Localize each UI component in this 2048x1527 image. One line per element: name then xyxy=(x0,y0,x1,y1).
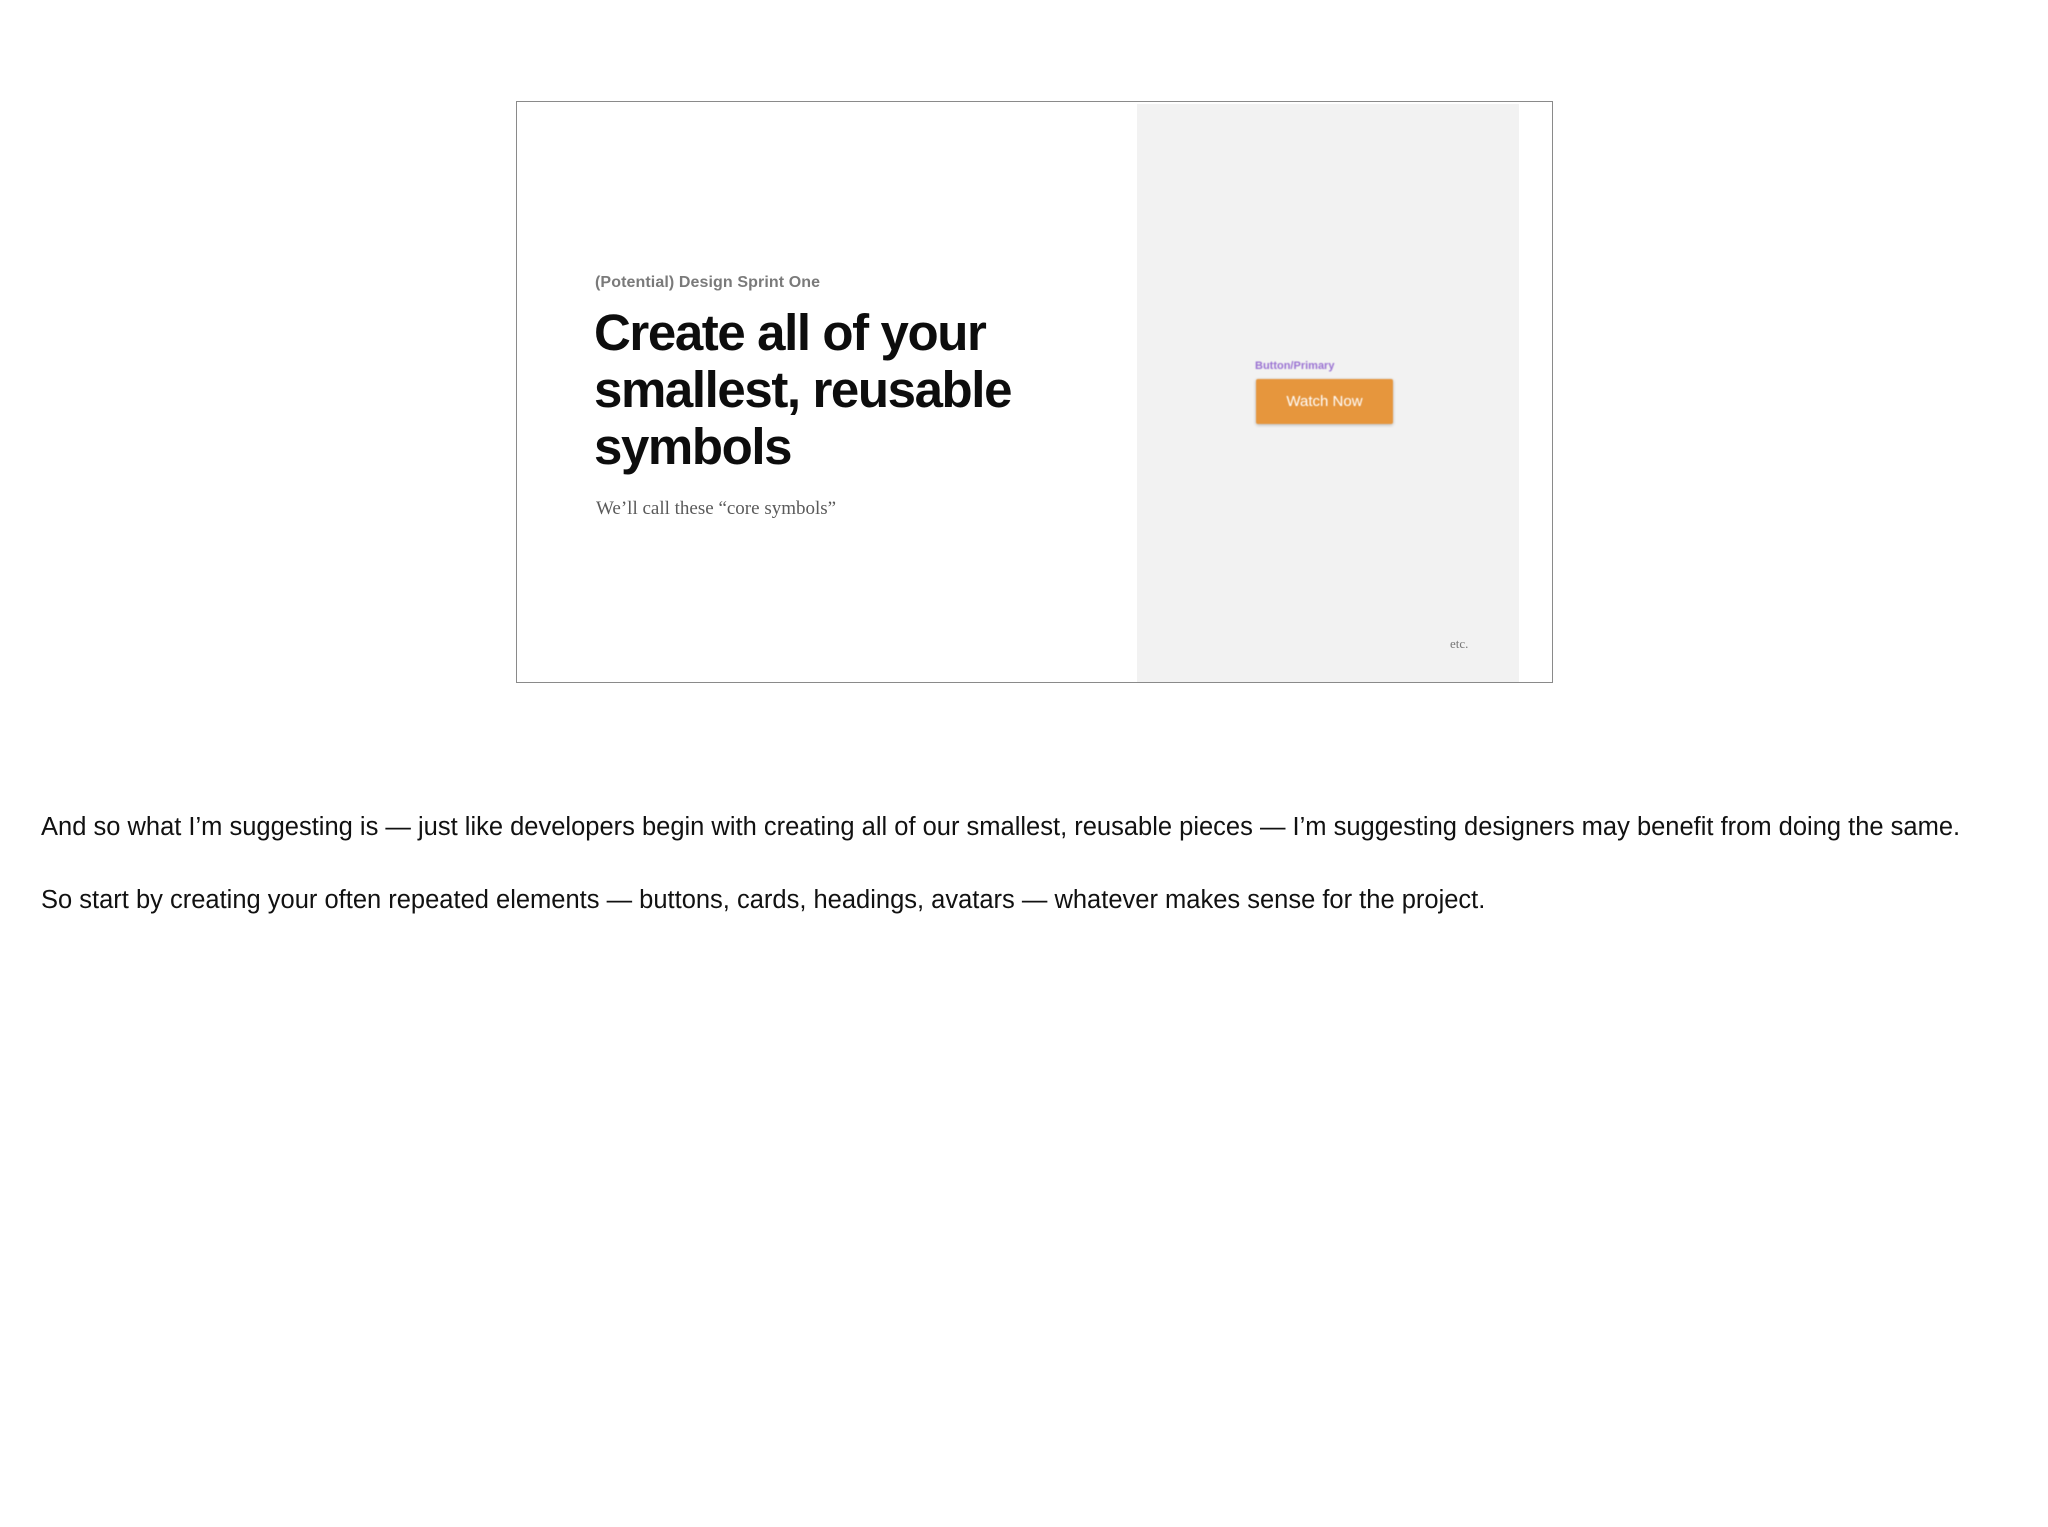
etc-label: etc. xyxy=(1450,636,1469,651)
watch-now-button[interactable]: Watch Now xyxy=(1256,379,1393,424)
slide-subtitle: We’ll call these “core symbols” xyxy=(596,498,837,519)
presenter-notes xyxy=(41,809,2001,955)
symbol-panel xyxy=(1137,104,1519,682)
notes-paragraph-2: So start by creating your often repeated elements — buttons, cards, headings, avatars — whatever makes sense for the project. xyxy=(41,886,1486,914)
symbol-label: Button/Primary xyxy=(1255,360,1335,372)
notes-paragraph-1: And so what I’m suggesting is — just like developers begin with creating all of our smallest, reusable pieces — I’m suggesting designers may benefit from doing the same. xyxy=(41,813,1961,841)
slide-headline: Create all of your smallest, reusable symbols xyxy=(594,304,1012,475)
slide-eyebrow: (Potential) Design Sprint One xyxy=(595,274,821,291)
slide-preview xyxy=(516,101,1553,683)
